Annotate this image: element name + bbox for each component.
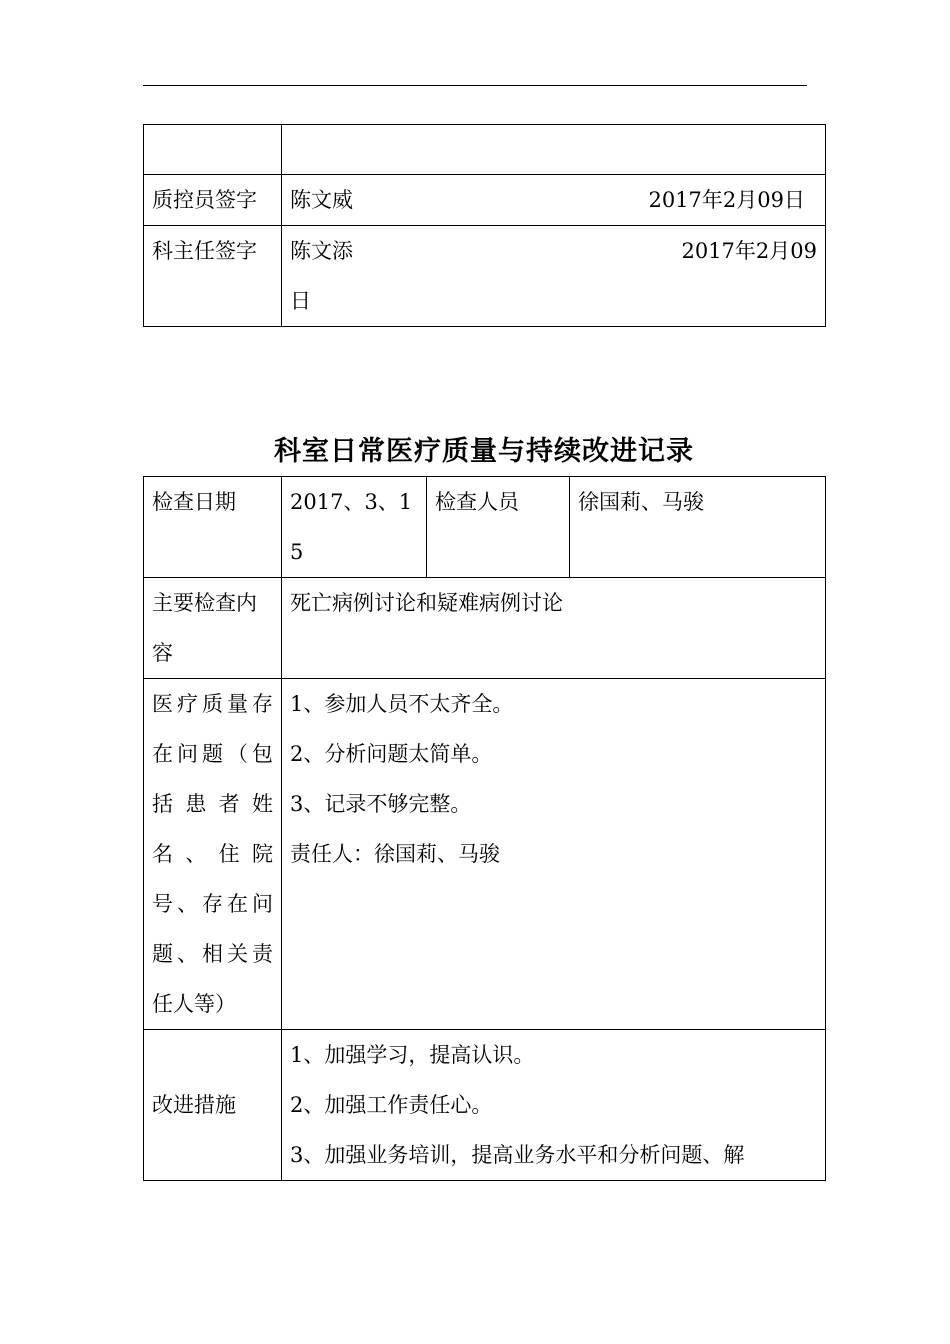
director-name: 陈文添 — [290, 239, 353, 263]
qc-name: 陈文威 — [290, 188, 353, 212]
date-value-line: 2017、3、1 — [290, 490, 413, 514]
page-title: 科室日常医疗质量与持续改进记录 — [274, 436, 694, 467]
empty-row — [144, 125, 826, 175]
problems-label-line: 任人等） — [152, 992, 236, 1016]
qc-signature-cell — [282, 175, 826, 226]
empty-cell — [282, 125, 826, 175]
date-row — [144, 477, 826, 578]
quality-record-table — [143, 476, 826, 1181]
improvement-row — [144, 1030, 826, 1181]
header-rule — [143, 85, 807, 86]
problems-label-line: 括 患 者 姓 — [152, 792, 273, 816]
date-value-line: 5 — [290, 540, 304, 564]
qc-signature-row — [144, 175, 826, 226]
problem-item: 1、参加人员不太齐全。 — [290, 692, 514, 716]
director-signature-row — [144, 226, 826, 327]
problems-label-line: 在问题（包 — [152, 742, 273, 766]
problem-item: 2、分析问题太简单。 — [290, 742, 493, 766]
signature-table — [143, 124, 826, 327]
director-signature-cell — [282, 226, 826, 327]
director-label: 科主任签字 — [144, 226, 282, 327]
content-label-line: 主要检查内 — [152, 591, 257, 615]
improve-item: 1、加强学习，提高认识。 — [290, 1043, 535, 1067]
responsible-person: 责任人：徐国莉、马骏 — [290, 842, 500, 866]
problems-label — [144, 679, 282, 1030]
problems-label-line: 题、相关责 — [152, 942, 273, 966]
improve-item: 2、加强工作责任心。 — [290, 1093, 493, 1117]
content-row — [144, 578, 826, 679]
improve-item: 3、加强业务培训，提高业务水平和分析问题、解 — [290, 1143, 745, 1167]
date-value — [282, 477, 427, 578]
problems-row — [144, 679, 826, 1030]
problems-label-line: 名 、 住 院 — [152, 842, 273, 866]
improve-value — [282, 1030, 826, 1181]
director-date-wrap: 日 — [290, 289, 311, 313]
content-label — [144, 578, 282, 679]
problem-item: 3、记录不够完整。 — [290, 792, 472, 816]
inspector-value: 徐国莉、马骏 — [570, 477, 826, 578]
content-value: 死亡病例讨论和疑难病例讨论 — [282, 578, 826, 679]
empty-cell — [144, 125, 282, 175]
improve-label: 改进措施 — [144, 1030, 282, 1181]
inspector-label: 检查人员 — [427, 477, 570, 578]
qc-label: 质控员签字 — [144, 175, 282, 226]
problems-label-line: 医疗质量存 — [152, 692, 273, 716]
problems-label-line: 号、存在问 — [152, 892, 273, 916]
director-date: 2017年2月09 — [681, 239, 817, 263]
qc-date: 2017年2月09日 — [648, 188, 805, 212]
content-label-line: 容 — [152, 641, 173, 665]
problems-value — [282, 679, 826, 1030]
date-label: 检查日期 — [144, 477, 282, 578]
